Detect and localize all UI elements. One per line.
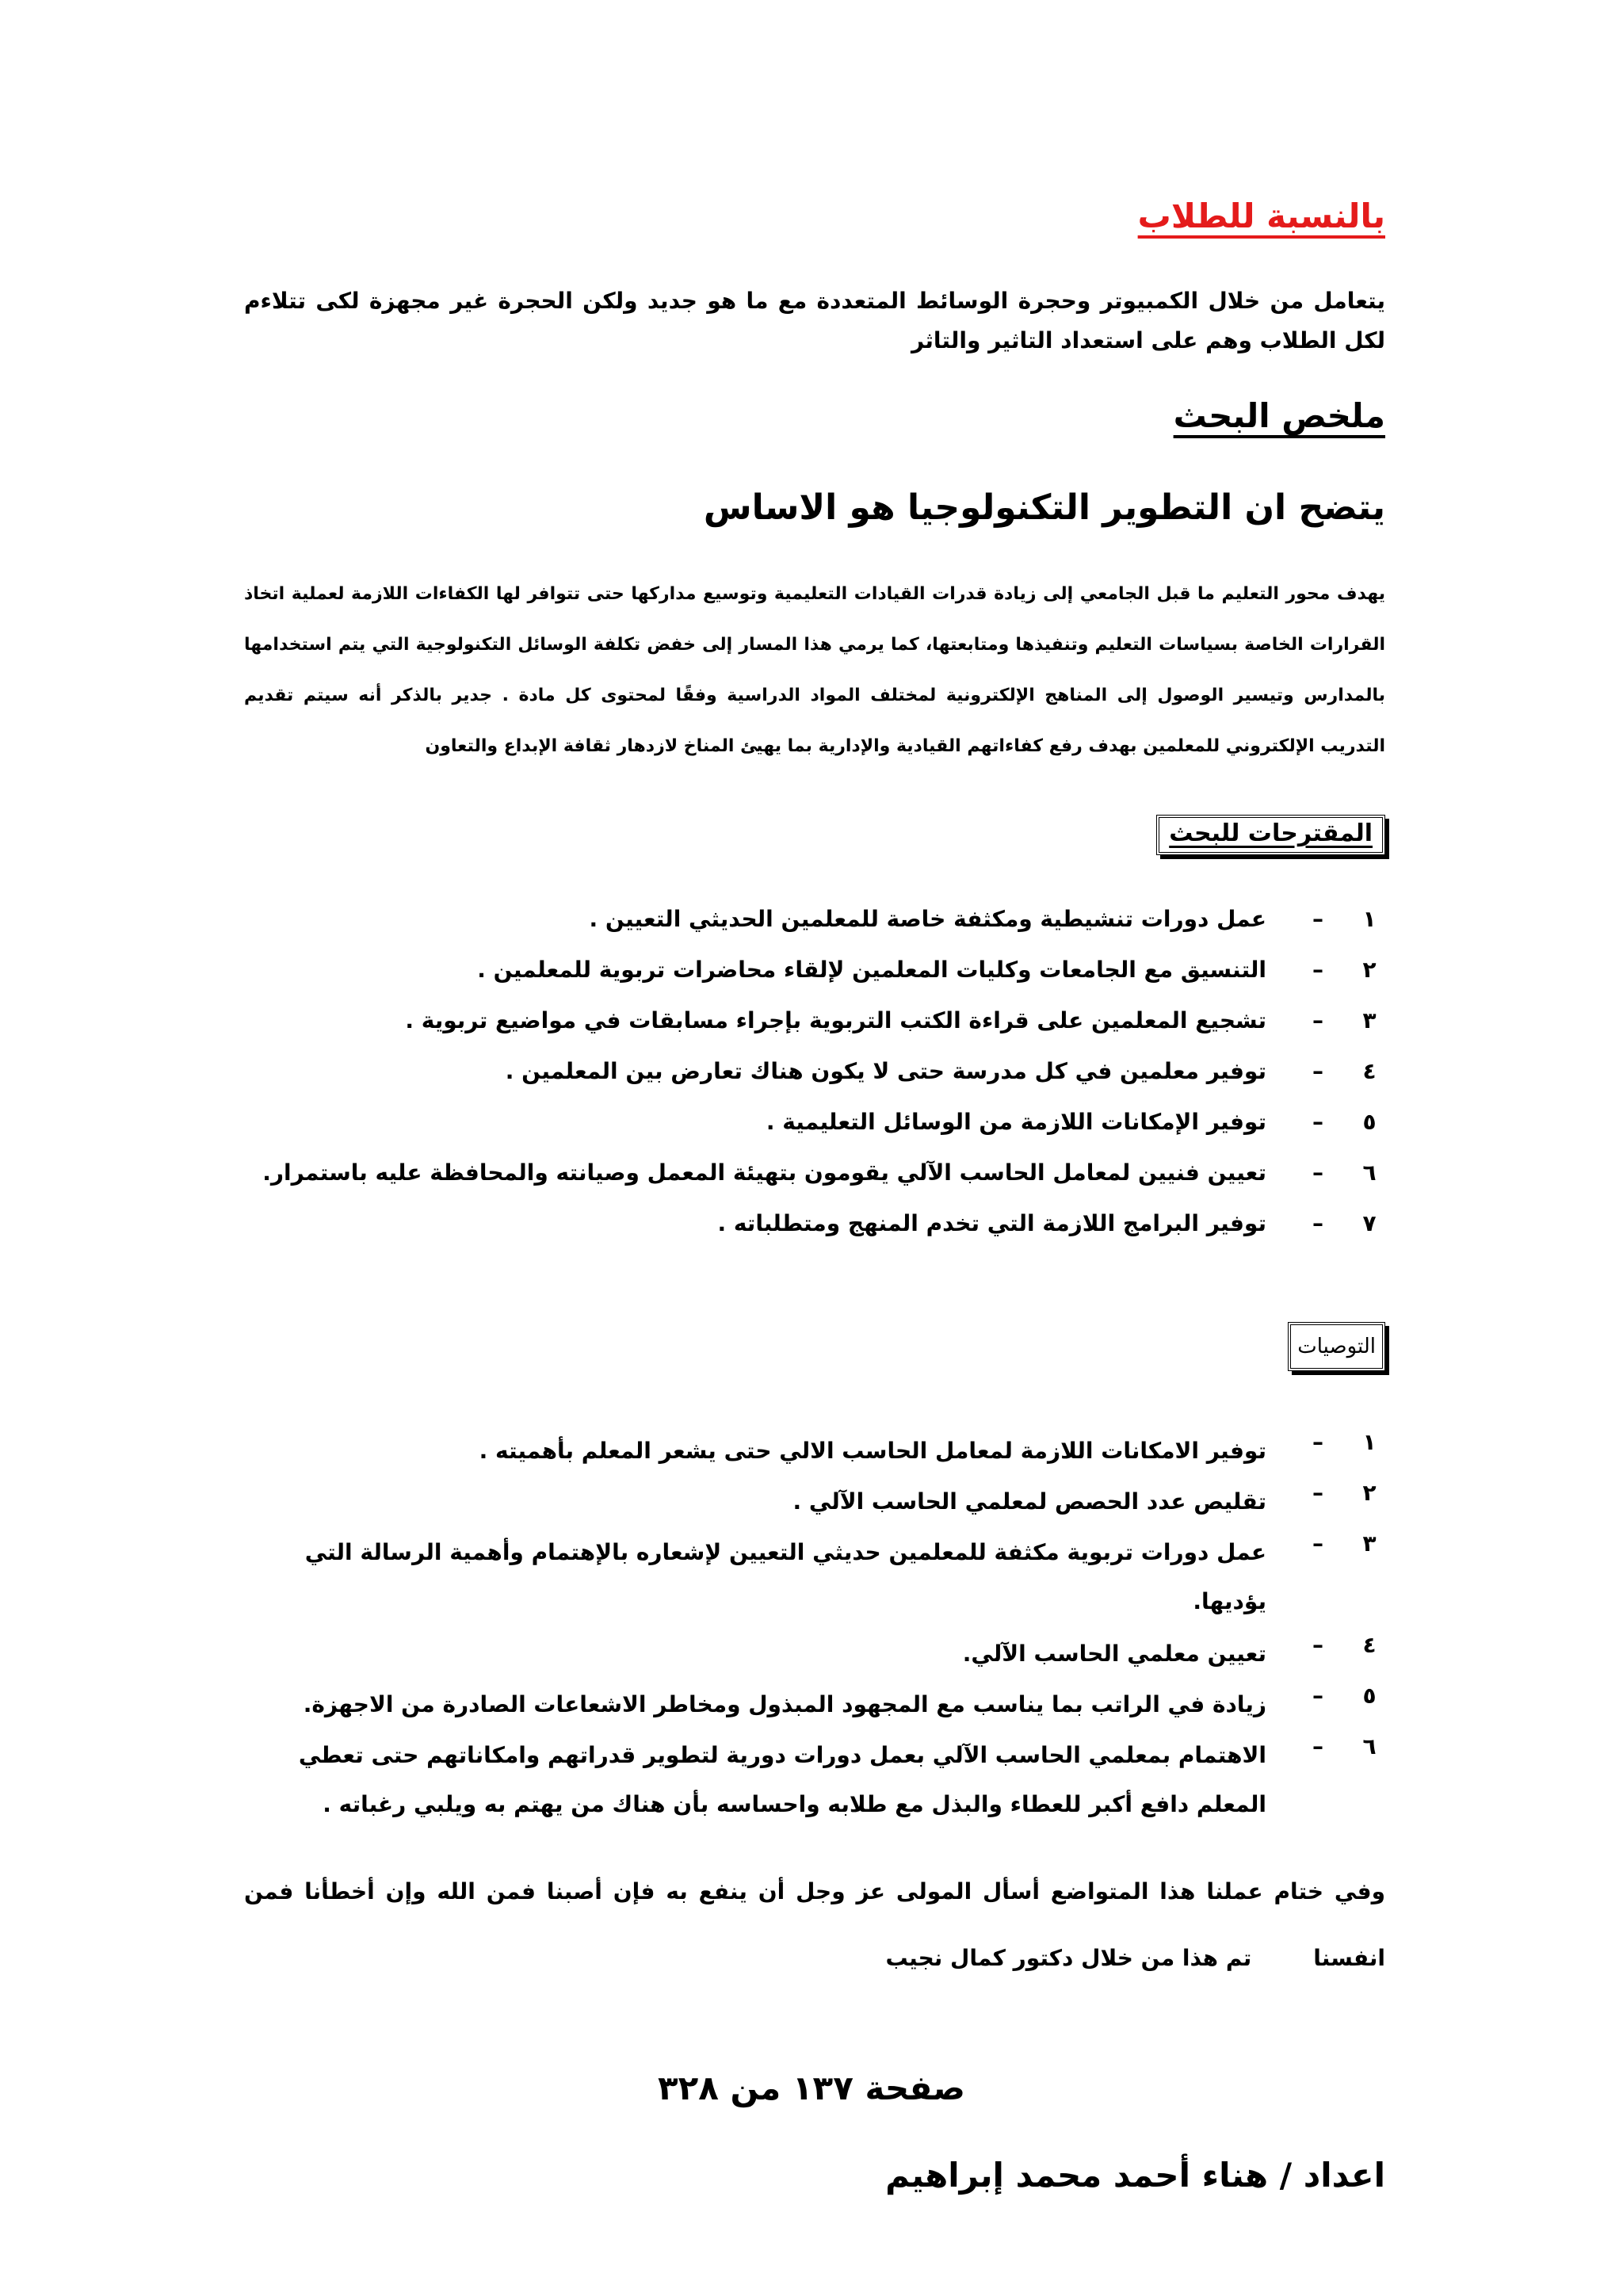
list-item: ١ – عمل دورات تنشيطية ومكثفة خاصة للمعلمين الحديثي التعيين .	[589, 906, 1377, 932]
suggestions-heading: المقترحات للبحث	[1156, 815, 1385, 855]
summary-paragraph: يهدف محور التعليم ما قبل الجامعي إلى زيادة قدرات القيادات التعليمية وتوسيع مداركها حتى تتوافر لها الكفاءات اللازمة لعملية اتخاذ القرارات الخاصة بسياسات التعليم وتنفيذها ومتابعتها، كما يرمي هذا المسار إلى خفض تكلفة الوسائل التكنولوجية التي يتم استخدامها بالمدارس وتيسير الوصول إلى المناهج الإلكترونية لمختلف المواد الدراسية وفقًا لمحتوى كل مادة . جدير بالذكر أنه سيتم تقديم التدريب الإلكتروني للمعلمين بهدف رفع كفاءاتهم القيادية والإدارية بما يهيئ المناخ لازدهار ثقافة الإبداع والتعاون	[244, 584, 1385, 756]
list-item: ٤ – توفير معلمين في كل مدرسة حتى لا يكون هناك تعارض بين المعلمين .	[505, 1058, 1377, 1084]
list-item: ٦ – تعيين فنيين لمعامل الحاسب الآلي يقومون بتهيئة المعمل وصيانته والمحافظة عليه باستمرار.	[262, 1159, 1377, 1186]
credit-text: تم هذا من خلال دكتور كمال نجيب	[885, 1945, 1252, 1971]
list-item: ١ – توفير الامكانات اللازمة لمعامل الحاسب الالي حتى يشعر المعلم بأهميته .	[479, 1429, 1377, 1464]
page-number: صفحة ١٣٧ من ٣٢٨	[657, 2069, 966, 2107]
suggestions-list	[228, 904, 1385, 1259]
author-credit: اعداد / هناء أحمد محمد إبراهيم	[885, 2156, 1385, 2195]
list-item: ٢ – التنسيق مع الجامعات وكليات المعلمين لإلقاء محاضرات تربوية للمعلمين .	[477, 957, 1377, 983]
list-item: ٢ – تقليص عدد الحصص لمعلمي الحاسب الآلي .	[792, 1480, 1377, 1515]
summary-heading: ملخص البحث	[1173, 396, 1385, 435]
list-item: ٤ – تعيين معلمي الحاسب الآلي.	[962, 1632, 1377, 1667]
recommendations-list	[228, 1427, 1385, 1832]
recommendations-heading: التوصيات	[1288, 1322, 1385, 1371]
closing-text: وفي ختام عملنا هذا المتواضع أسأل المولى عز وجل أن ينفع به فإن أصبنا فمن الله وإن أخطأنا فمن انفسنا	[244, 1878, 1385, 1971]
list-item: ٦ – الاهتمام بمعلمي الحاسب الآلي بعمل دورات دورية لتطوير قدراتهم وامكاناتهم حتى تعطي المعلم دافع أكبر للعطاء والبذل مع طلابه واحساسه بأن هناك من يهتم به ويلبي رغباته .	[298, 1733, 1377, 1817]
list-item: ٥ – زيادة في الراتب بما يناسب مع المجهود المبذول ومخاطر الاشعاعات الصادرة من الاجهزة.	[303, 1683, 1377, 1717]
list-item: ٥ – توفير الإمكانات اللازمة من الوسائل التعليمية .	[766, 1109, 1377, 1135]
list-item: ٧ – توفير البرامج اللازمة التي تخدم المنهج ومتطلباته .	[717, 1210, 1377, 1236]
closing-paragraph	[244, 1859, 1385, 1992]
students-heading: بالنسبة للطلاب	[1137, 197, 1385, 235]
list-item: ٣ – تشجيع المعلمين على قراءة الكتب التربوية بإجراء مسابقات في مواضيع تربوية .	[405, 1007, 1377, 1033]
students-paragraph: يتعامل من خلال الكمبيوتر وحجرة الوسائط المتعددة مع ما هو جديد ولكن الحجرة غير مجهزة لكى تتلاءم لكل الطلاب وهم على استعداد التاثير والتاثر	[244, 288, 1385, 353]
list-item: ٣ – عمل دورات تربوية مكثفة للمعلمين حديثي التعيين لإشعاره بالإهتمام وأهمية الرسالة التي يؤديها.	[304, 1530, 1377, 1614]
main-heading: يتضح ان التطوير التكنولوجيا هو الاساس	[703, 487, 1385, 528]
